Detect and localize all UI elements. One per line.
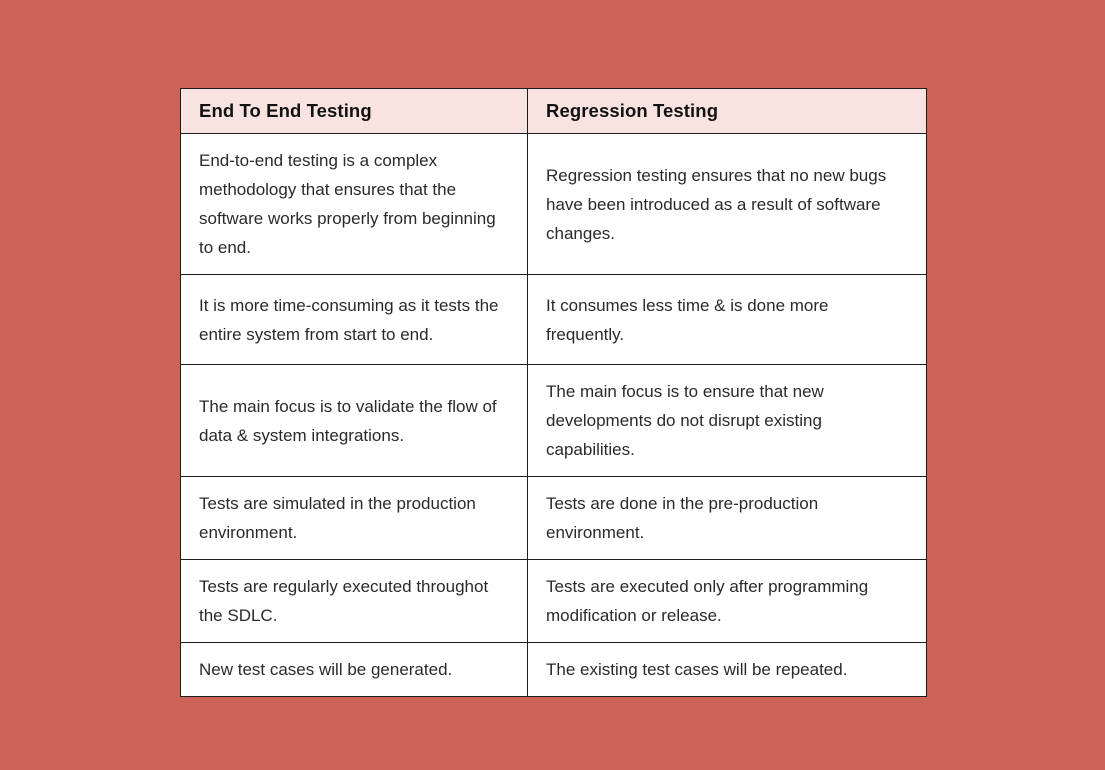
- table-row: [181, 275, 927, 365]
- table-row: [181, 560, 927, 643]
- table-cell-regression: Tests are done in the pre-production environment.: [528, 477, 927, 560]
- table-row: [181, 477, 927, 560]
- table-cell-regression: It consumes less time & is done more frequently.: [528, 275, 927, 365]
- table-row: [181, 643, 927, 697]
- table-cell-e2e: Tests are regularly executed throughot the SDLC.: [181, 560, 528, 643]
- table-row: [181, 365, 927, 477]
- column-header-end-to-end-testing: End To End Testing: [181, 89, 528, 134]
- table-cell-e2e: It is more time-consuming as it tests the entire system from start to end.: [181, 275, 528, 365]
- table-row: [181, 134, 927, 275]
- table-cell-e2e: Tests are simulated in the production environment.: [181, 477, 528, 560]
- table-header-row: [181, 89, 927, 134]
- table-cell-e2e: The main focus is to validate the flow of data & system integrations.: [181, 365, 528, 477]
- table-cell-e2e: New test cases will be generated.: [181, 643, 528, 697]
- table-cell-regression: Regression testing ensures that no new bugs have been introduced as a result of software changes.: [528, 134, 927, 275]
- table-cell-regression: Tests are executed only after programming modification or release.: [528, 560, 927, 643]
- table-cell-e2e: End-to-end testing is a complex methodology that ensures that the software works properly from beginning to end.: [181, 134, 528, 275]
- table-cell-regression: The existing test cases will be repeated.: [528, 643, 927, 697]
- column-header-regression-testing: Regression Testing: [528, 89, 927, 134]
- table-cell-regression: The main focus is to ensure that new developments do not disrupt existing capabilities.: [528, 365, 927, 477]
- comparison-table: [180, 88, 927, 697]
